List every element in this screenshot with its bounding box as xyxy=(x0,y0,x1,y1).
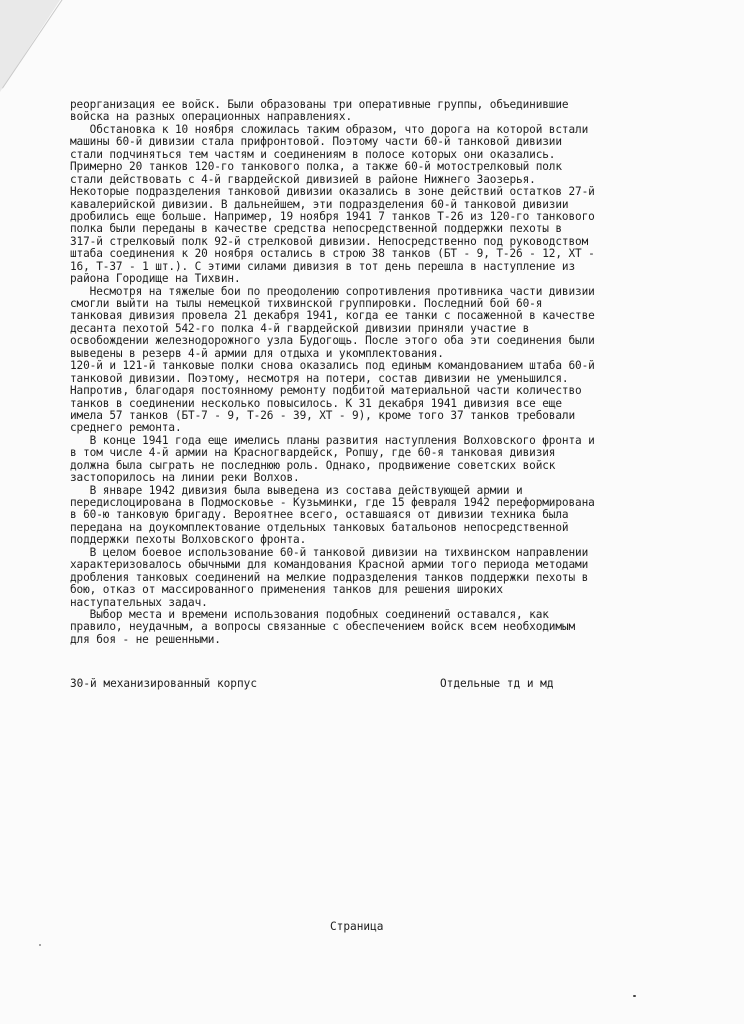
paper-speck xyxy=(633,995,636,997)
text-line: Обстановка к 10 ноября сложилась таким образом, что дорога на которой встали xyxy=(70,122,589,136)
text-line: передана на доукомплектование отдельных танковых батальонов непосредственной xyxy=(70,520,569,534)
text-line: В целом боевое использование 60-й танковой дивизии на тихвинском направлении xyxy=(70,545,589,559)
text-line: реорганизация ее войск. Были образованы три оперативные группы, объединившие xyxy=(70,98,569,111)
text-line: дробления танковых соединений на мелкие подразделения танков поддержки пехоты в xyxy=(70,570,589,584)
text-line: имела 57 танков (БТ-7 - 9, Т-26 - 39, ХТ - 9), кроме того 37 танков требовали xyxy=(70,408,576,422)
text-line: передислоцирована в Подмосковье - Кузьминки, где 15 февраля 1942 переформирована xyxy=(70,496,595,509)
text-line: танковой дивизии. Поэтому, несмотря на потери, состав дивизии не уменьшился. xyxy=(70,371,569,385)
text-line: стали действовать с 4-й гвардейской дивизией в районе Нижнего Заозерья. xyxy=(70,172,536,186)
text-line: выведены в резерв 4-й армии для отдыха и укомплектования. xyxy=(70,346,444,360)
text-line: застопорилось на линии реки Волхов. xyxy=(70,471,300,485)
text-line: правило, неудачным, а вопросы связанные с обеспечением войск всем необходимым xyxy=(70,620,576,634)
text-line: в том числе 4-й армии на Красногвардейск, Ропшу, где 60-я танковая дивизия xyxy=(70,446,556,460)
paper-speck xyxy=(39,944,41,946)
footer-right-heading: Отдельные тд и мд xyxy=(440,677,554,690)
text-line: стали подчиняться тем частям и соединениям в полосе которых они оказались. xyxy=(70,147,556,161)
text-line: Выбор места и времени использования подобных соединений оставался, как xyxy=(70,607,549,621)
text-line: среднего ремонта. xyxy=(70,421,182,435)
text-line: освобождении железнодорожного узла Будогощь. После этого оба эти соединения были xyxy=(70,334,595,348)
page-label: Страница xyxy=(330,920,384,933)
text-line: десанта пехотой 542-го полка 4-й гвардейской дивизии приняли участие в xyxy=(70,321,530,335)
text-line: танковая дивизия провела 21 декабря 1941, когда ее танки с посаженной в качестве xyxy=(70,309,595,323)
text-line: 120-й и 121-й танковые полки снова оказались под единым командованием штаба 60-й xyxy=(70,359,595,373)
text-line: в 60-ю танковую бригаду. Вероятнее всего, оставшаяся от дивизии техника была xyxy=(70,508,569,522)
text-line: бою, отказ от массированного применения танков для решения широких xyxy=(70,583,503,597)
text-line: кавалерийской дивизии. В дальнейшем, эти подразделения 60-й танковой дивизии xyxy=(70,197,569,211)
text-line: машины 60-й дивизии стала прифронтовой. Поэтому части 60-й танковой дивизии xyxy=(70,135,562,149)
text-line: Примерно 20 танков 120-го танкового полка, а также 60-й мотострелковый полк xyxy=(70,160,562,174)
text-line: должна была сыграть не последнюю роль. Однако, продвижение советских войск xyxy=(70,458,556,472)
text-line: танков в соединении несколько повысилось. К 31 декабря 1941 дивизия все еще xyxy=(70,396,562,410)
text-line: района Городище на Тихвин. xyxy=(70,272,241,286)
text-line: смогли выйти на тылы немецкой тихвинской группировки. Последний бой 60-я xyxy=(70,297,543,310)
text-line: поддержки пехоты Волховского фронта. xyxy=(70,533,307,547)
text-line: В конце 1941 года еще имелись планы развития наступления Волховского фронта и xyxy=(70,433,595,447)
text-line: Некоторые подразделения танковой дивизии оказались в зоне действий остатков 27-й xyxy=(70,185,595,199)
text-line: штаба соединения к 20 ноября остались в строю 38 танков (БТ - 9, Т-26 - 12, ХТ - xyxy=(70,247,595,261)
text-line: наступательных задач. xyxy=(70,595,208,609)
body-text xyxy=(70,99,670,646)
text-line: полка были переданы в качестве средства непосредственной поддержки пехоты в xyxy=(70,222,562,236)
text-line: характеризовалось обычными для командования Красной армии того периода методами xyxy=(70,558,589,572)
footer-left-heading: 30-й механизированный корпус xyxy=(70,677,258,690)
text-line: Несмотря на тяжелые бои по преодолению сопротивления противника части дивизии xyxy=(70,284,595,298)
text-line: Напротив, благодаря постоянному ремонту подбитой материальной части количество xyxy=(70,384,582,398)
text-line: 16, Т-37 - 1 шт.). С этими силами дивизия в тот день перешла в наступление из xyxy=(70,259,576,273)
text-line: дробились еще больше. Например, 19 ноября 1941 7 танков Т-26 из 120-го танкового xyxy=(70,209,595,223)
text-line: В январе 1942 дивизия была выведена из состава действующей армии и xyxy=(70,483,523,497)
text-line: войска на разных операционных направлениях. xyxy=(70,110,353,124)
text-line: 317-й стрелковый полк 92-й стрелковой дивизии. Непосредственно под руководством xyxy=(70,234,589,248)
text-line: для боя - не решенными. xyxy=(70,632,221,646)
